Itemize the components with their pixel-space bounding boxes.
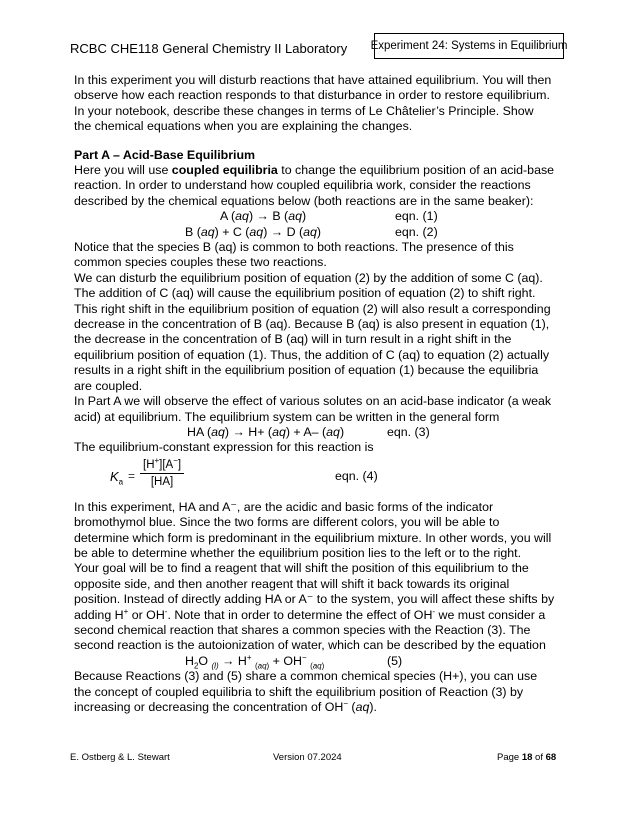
paragraph-line: common species couples these two reactions.: [74, 255, 327, 270]
paragraph-line: second reaction is the autoionization of water, which can be described by the equation: [74, 638, 546, 653]
paragraph-line: This right shift in the equilibrium position of equation (2) will also result a corresponding: [74, 301, 551, 316]
intro-line: In your notebook, describe these changes in terms of Le Châtelier’s Principle. Show: [74, 103, 534, 118]
equation-5: [74, 654, 560, 669]
paragraph-line: The equilibrium-constant expression for this reaction is: [74, 440, 374, 455]
intro-line: observe how each reaction responds to that disturbance in order to restore equilibrium.: [74, 88, 550, 103]
equation-2: [74, 225, 560, 240]
paragraph-line: bromothymol blue. Since the two forms are different colors, you will be able to: [74, 515, 500, 530]
paragraph-line: Notice that the species B (aq) is common to both reactions. The presence of this: [74, 240, 514, 255]
paragraph-line: opposite side, and then another reagent that will shift it back towards its original: [74, 576, 510, 591]
paragraph-line: second chemical reaction that shares a common species with the Reaction (3). The: [74, 622, 531, 637]
footer-authors: E. Ostberg & L. Stewart: [70, 752, 170, 763]
experiment-title-box: Experiment 24: Systems in Equilibrium: [374, 33, 564, 59]
equation-1-tag: eqn. (1): [395, 209, 438, 224]
bold-term: coupled equilibria: [171, 163, 278, 178]
paragraph-line: acid) at equilibrium. The equilibrium system can be written in the general form: [74, 409, 500, 424]
equation-3-tag: eqn. (3): [387, 424, 430, 439]
paragraph-line: In this experiment, HA and A⁻, are the acidic and basic forms of the indicator: [74, 499, 494, 514]
ka-fraction: [140, 455, 184, 490]
equation-1-formula: A (aq) → B (aq): [220, 209, 307, 224]
paragraph-line: are coupled.: [74, 378, 143, 393]
paragraph-line: Because Reactions (3) and (5) share a common chemical species (H+), you can use: [74, 669, 538, 684]
paragraph-line: be able to determine whether the equilibrium position lies to the left or to the right.: [74, 545, 522, 560]
equilibrium-constant-expression: $K_a$ = $\frac{[H^+][A^-]}{[HA]}$ eqn. (4): [110, 455, 378, 488]
course-title: RCBC CHE118 General Chemistry II Laboratory: [70, 41, 348, 56]
equation-3-formula: HA (aq) → H+ (aq) + A– (aq): [187, 424, 345, 439]
paragraph-line: the concept of coupled equilibria to shift the equilibrium position of Reaction (3) by: [74, 684, 524, 699]
equation-2-formula: B (aq) + C (aq) → D (aq): [185, 224, 322, 239]
paragraph-line: determine which form is predominant in the equilibrium mixture. In other words, you will: [74, 530, 552, 545]
paragraph-line: We can disturb the equilibrium position of equation (2) by the addition of some C (aq).: [74, 270, 543, 285]
paragraph-line: The addition of C (aq) will cause the equilibrium position of equation (2) to shift right.: [74, 286, 536, 301]
footer-version: Version 07.2024: [273, 752, 342, 763]
intro-line: In this experiment you will disturb reactions that have attained equilibrium. You will then: [74, 73, 552, 87]
equation-2-tag: eqn. (2): [395, 224, 438, 239]
equation-5-tag: (5): [387, 653, 403, 668]
paragraph-line: described by the chemical equations below (both reactions are in the same beaker):: [74, 193, 534, 208]
paragraph-line: decrease in the concentration of B (aq). Because B (aq) is also present in equation (1),: [74, 317, 550, 332]
footer-page-number: Page 18 of 68: [497, 752, 557, 763]
ka-denominator: [HA]: [150, 475, 174, 488]
equation-1: [74, 209, 560, 224]
paragraph-line: adding H+ or OH-. Note that in order to determine the effect of OH- we must consider a: [74, 606, 546, 622]
paragraph-line: Here you will use coupled equilibria to change the equilibrium position of an acid-base: [74, 163, 555, 178]
paragraph-line: position. Instead of directly adding HA or A⁻ to the system, you will affect these shifts by: [74, 592, 555, 607]
section-heading: Part A – Acid-Base Equilibrium: [74, 147, 256, 162]
paragraph-line: equilibrium position of equation (1). Thus, the addition of C (aq) to equation (2) actually: [74, 347, 550, 362]
paragraph-line: Your goal will be to find a reagent that will shift the position of this equilibrium to the: [74, 561, 529, 576]
paragraph-line: results in a right shift in the equilibrium position of equation (1) because the equilibria: [74, 363, 539, 378]
paragraph-line: the decrease in the concentration of B (aq) will in turn result in a right shift in the: [74, 332, 512, 347]
equation-5-formula: $H_2O$ $_{(l)}$ → H+ $_{(aq)}$ + OH− $_{(aq)}$: [185, 652, 325, 671]
paragraph-line: reaction. In order to understand how coupled equilibria work, consider the reactions: [74, 178, 531, 193]
document-body: [74, 73, 560, 715]
intro-line: the chemical equations when you are explaining the changes.: [74, 119, 413, 134]
ka-numerator: [H+][A−]: [140, 458, 184, 474]
paragraph-line: In Part A we will observe the effect of various solutes on an acid-base indicator (a weak: [74, 394, 552, 409]
equation-4-tag: eqn. (4): [335, 468, 378, 483]
paragraph-line: increasing or decreasing the concentration of OH− (aq).: [74, 698, 377, 714]
ka-symbol: $K_a$: [110, 468, 124, 487]
equation-3: [74, 425, 560, 440]
